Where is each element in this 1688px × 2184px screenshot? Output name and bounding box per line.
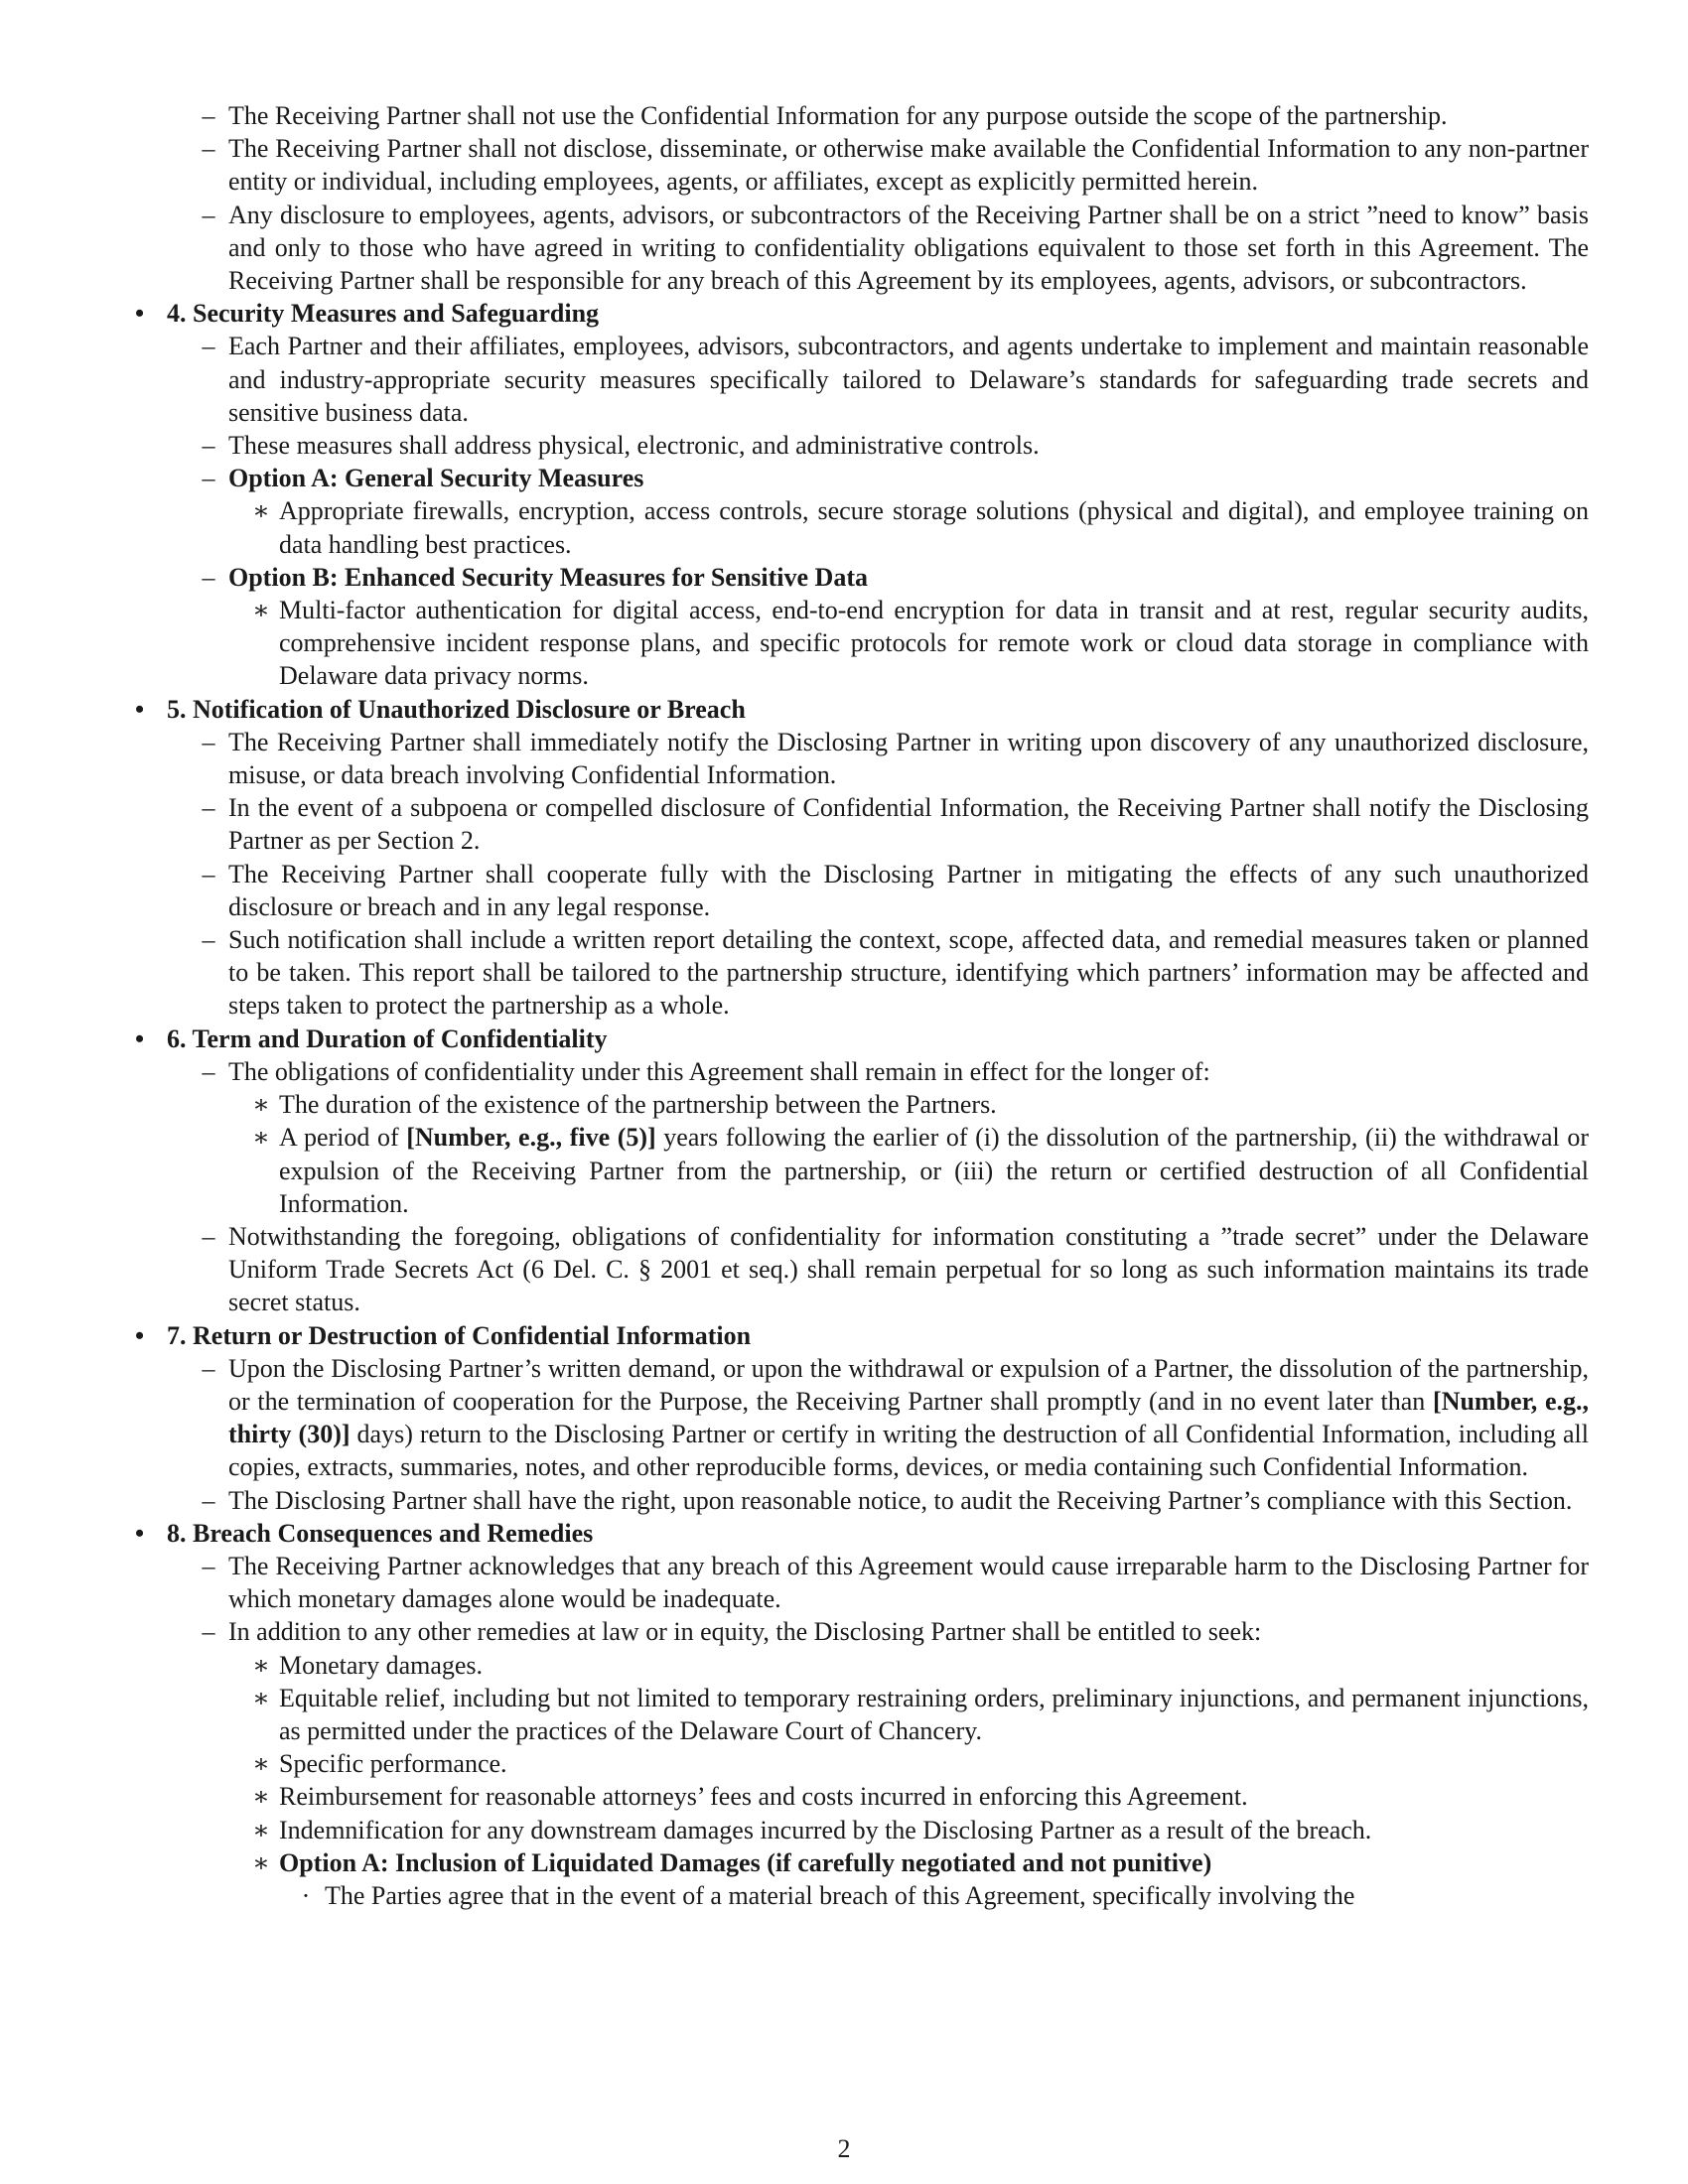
list-item	[129, 1484, 1589, 1517]
body-text: Any disclosure to employees, agents, advisors, or subcontractors of the Receiving Partner shall be on a strict ”need to know” basis and only to those who have agreed in writing to confidentiality obligations equivalent to those set forth in this Agreement. The Receiving Partner shall be responsible for any breach of this Agreement by its employees, agents, advisors, or subcontractors.	[228, 200, 1589, 296]
list-marker: –	[202, 793, 215, 823]
bold-text: 7. Return or Destruction of Confidential Information	[167, 1320, 752, 1350]
list-item	[129, 99, 1589, 132]
body-text: The Receiving Partner acknowledges that any breach of this Agreement would cause irreparable harm to the Disclosing Partner for which monetary damages alone would be inadequate.	[228, 1551, 1589, 1614]
list-marker: –	[202, 1485, 215, 1515]
body-text: Upon the Disclosing Partner’s written demand, or upon the withdrawal or expulsion of a Partner, the dissolution of the partnership, or the termination of cooperation for the Purpose, the Receiving Partner shall promptly (and in no event later than	[228, 1353, 1589, 1416]
bold-text: [Number, e.g., five (5)]	[406, 1123, 656, 1153]
list-item	[129, 1220, 1589, 1319]
body-text: The Parties agree that in the event of a material breach of this Agreement, specifically involving the	[325, 1880, 1355, 1910]
list-item	[129, 923, 1589, 1023]
list-item	[129, 1846, 1589, 1879]
list-marker: ∗	[252, 1650, 270, 1680]
bold-text: 8. Breach Consequences and Remedies	[167, 1518, 594, 1548]
list-marker: •	[135, 1518, 145, 1548]
list-item	[129, 1088, 1589, 1121]
list-marker: ∗	[252, 1782, 270, 1812]
list-item	[129, 494, 1589, 560]
list-marker: •	[135, 1320, 145, 1350]
list-item	[129, 330, 1589, 429]
list-marker: –	[202, 1551, 215, 1580]
body-text: The Receiving Partner shall immediately notify the Disclosing Partner in writing upon discovery of any unauthorized disclosure, misuse, or data breach involving Confidential Information.	[228, 727, 1589, 790]
list-marker: ∗	[252, 1749, 270, 1779]
list-marker: –	[202, 431, 215, 461]
list-item	[129, 858, 1589, 923]
body-text: years following the earlier of (i) the dissolution of the partnership, (ii) the withdrawal or expulsion of the Receiving Partner from the partnership, or (iii) the return or certified destruction of all Confidential Information.	[279, 1123, 1589, 1218]
list-item	[129, 1055, 1589, 1088]
body-text: The Disclosing Partner shall have the right, upon reasonable notice, to audit the Receiving Partner’s compliance with this Section.	[228, 1485, 1573, 1515]
list-marker: –	[202, 134, 215, 164]
page-number: 2	[837, 2134, 851, 2163]
bold-text: Option A: Inclusion of Liquidated Damages (if carefully negotiated and not punitive)	[279, 1847, 1212, 1877]
list-marker: –	[202, 1353, 215, 1383]
document-body	[129, 99, 1589, 1912]
section-heading	[129, 297, 1589, 330]
list-marker: •	[135, 299, 145, 329]
list-marker: ∗	[252, 1090, 270, 1120]
body-text: Appropriate firewalls, encryption, access controls, secure storage solutions (physical and digital), and employee training on data handling best practices.	[279, 496, 1589, 559]
list-item	[129, 1649, 1589, 1682]
body-text: Such notification shall include a written report detailing the context, scope, affected data, and remedial measures taken or planned to be taken. This report shall be tailored to the partnership structure, identifying which partners’ information may be affected and steps taken to protect the partnership as a whole.	[228, 925, 1589, 1021]
list-marker: ∗	[252, 1847, 270, 1877]
list-marker: –	[202, 200, 215, 229]
body-text: Reimbursement for reasonable attorneys’ fees and costs incurred in enforcing this Agreement.	[279, 1782, 1248, 1812]
list-marker: •	[135, 694, 145, 724]
body-text: Indemnification for any downstream damages incurred by the Disclosing Partner as a result of the breach.	[279, 1815, 1372, 1844]
list-marker: –	[202, 101, 215, 130]
list-marker: –	[202, 562, 215, 592]
body-text: These measures shall address physical, electronic, and administrative controls.	[228, 431, 1040, 461]
list-item	[129, 1550, 1589, 1615]
body-text: Multi-factor authentication for digital access, end-to-end encryption for data in transit and at rest, regular security audits, comprehensive incident response plans, and specific protocols for remote work or cloud data storage in compliance with Delaware data privacy norms.	[279, 596, 1589, 691]
list-item	[129, 1879, 1589, 1912]
body-text: days) return to the Disclosing Partner or certify in writing the destruction of all Confidential Information, including all copies, extracts, summaries, notes, and other reproducible forms, devices, or media containing such Confidential Information.	[228, 1420, 1589, 1482]
body-text: The Receiving Partner shall not use the Confidential Information for any purpose outside the scope of the partnership.	[228, 101, 1448, 130]
section-heading	[129, 1023, 1589, 1055]
body-text: In addition to any other remedies at law or in equity, the Disclosing Partner shall be entitled to seek:	[228, 1617, 1262, 1647]
list-item	[129, 1814, 1589, 1846]
list-marker: –	[202, 1221, 215, 1251]
bold-text: Option A: General Security Measures	[228, 464, 644, 493]
list-item	[129, 791, 1589, 857]
section-heading	[129, 1517, 1589, 1550]
bold-text: [Number, e.g., thirty (30)]	[228, 1386, 1589, 1449]
list-marker: –	[202, 1056, 215, 1086]
list-marker: –	[202, 727, 215, 756]
list-item	[129, 561, 1589, 594]
list-item	[129, 462, 1589, 494]
body-text: The Receiving Partner shall cooperate fully with the Disclosing Partner in mitigating the effects of any such unauthorized disclosure or breach and in any legal response.	[228, 859, 1589, 921]
body-text: The obligations of confidentiality under this Agreement shall remain in effect for the longer of:	[228, 1056, 1210, 1086]
list-item	[129, 726, 1589, 791]
list-item	[129, 132, 1589, 198]
list-marker: •	[135, 1024, 145, 1053]
bold-text: 6. Term and Duration of Confidentiality	[167, 1024, 608, 1053]
list-item	[129, 1352, 1589, 1484]
list-item	[129, 594, 1589, 693]
body-text: Specific performance.	[279, 1749, 507, 1779]
body-text: Equitable relief, including but not limited to temporary restraining orders, preliminary injunctions, and permanent injunctions, as permitted under the practices of the Delaware Court of Chancery.	[279, 1683, 1589, 1745]
section-heading	[129, 693, 1589, 726]
list-item	[129, 1747, 1589, 1780]
list-marker: ∗	[252, 596, 270, 625]
list-marker: ∗	[252, 1123, 270, 1153]
list-item	[129, 1615, 1589, 1648]
body-text: A period of	[279, 1123, 407, 1153]
body-text: Monetary damages.	[279, 1650, 484, 1680]
list-item	[129, 429, 1589, 462]
list-marker: ∗	[252, 496, 270, 526]
body-text: Notwithstanding the foregoing, obligations of confidentiality for information constituting a ”trade secret” under the Delaware Uniform Trade Secrets Act (6 Del. C. § 2001 et seq.) shall remain perpetual for so long as such information maintains its trade secret status.	[228, 1221, 1589, 1317]
body-text: The Receiving Partner shall not disclose, disseminate, or otherwise make available the Confidential Information to any non-partner entity or individual, including employees, agents, or affiliates, except as explicitly permitted herein.	[228, 134, 1589, 197]
bold-text: 4. Security Measures and Safeguarding	[167, 299, 600, 329]
list-marker: –	[202, 464, 215, 493]
bold-text: 5. Notification of Unauthorized Disclosure or Breach	[167, 694, 746, 724]
list-item	[129, 1121, 1589, 1220]
list-item	[129, 199, 1589, 298]
body-text: In the event of a subpoena or compelled disclosure of Confidential Information, the Receiving Partner shall notify the Disclosing Partner as per Section 2.	[228, 793, 1589, 856]
list-item	[129, 1682, 1589, 1747]
list-marker: –	[202, 1617, 215, 1647]
list-item	[129, 1780, 1589, 1813]
list-marker: –	[202, 859, 215, 888]
list-marker: –	[202, 332, 215, 361]
body-text: The duration of the existence of the partnership between the Partners.	[279, 1090, 997, 1120]
list-marker: ∗	[252, 1815, 270, 1844]
list-marker: ·	[301, 1880, 311, 1910]
list-marker: ∗	[252, 1683, 270, 1712]
section-heading	[129, 1319, 1589, 1352]
bold-text: Option B: Enhanced Security Measures for Sensitive Data	[228, 562, 868, 592]
list-marker: –	[202, 925, 215, 955]
body-text: Each Partner and their affiliates, employees, advisors, subcontractors, and agents undertake to implement and maintain reasonable and industry-appropriate security measures specifically tailored to Delaware’s standards for safeguarding trade secrets and sensitive business data.	[228, 332, 1589, 427]
